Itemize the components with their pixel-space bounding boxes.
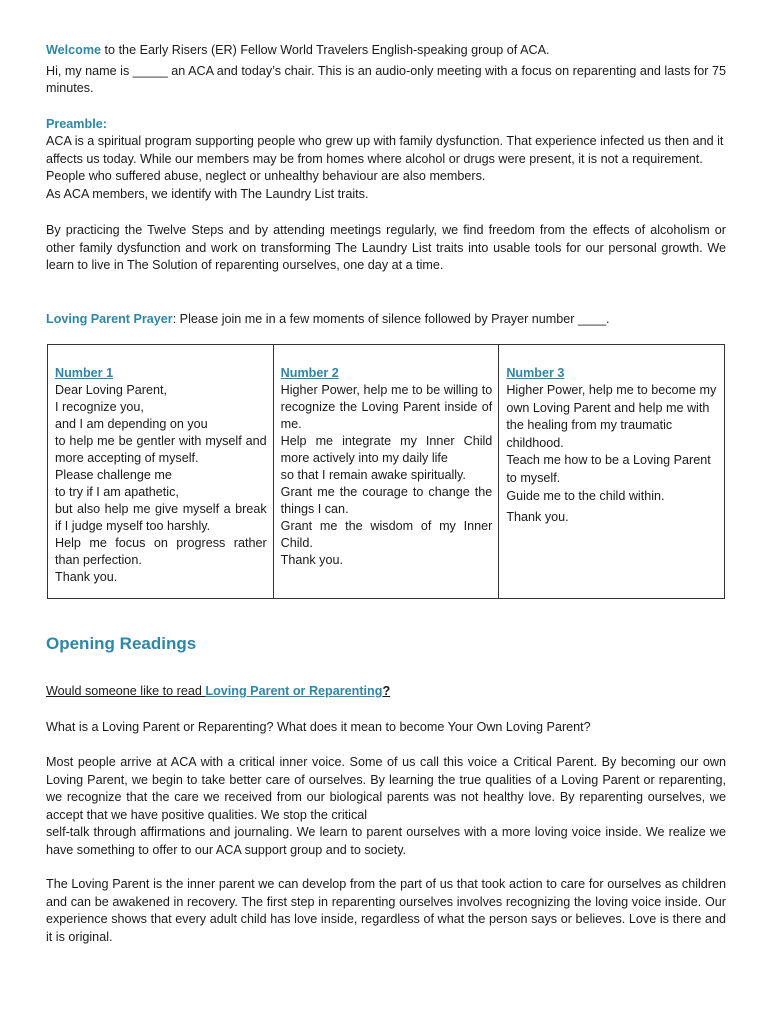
chair-line: Hi, my name is _____ an ACA and today’s chair. This is an audio-only meeting with a focus on reparenting and lasts for 75 minutes. — [46, 63, 726, 95]
welcome-text: to the Early Risers (ER) Fellow World Travelers English-speaking group of ACA. — [101, 43, 550, 57]
preamble-paragraph-1b: As ACA members, we identify with The Laundry List traits. — [46, 186, 369, 201]
reading-paragraph-critical-voice: Most people arrive at ACA with a critical inner voice. Some of us call this voice a Critical Parent. By becoming our own Loving Parent, we begin to take better care of ourselves. By learning the true qualities of a Loving Parent or reparenting, we recognize that the care we received from our biological parents was not healthy love. By reparenting ourselves, we accept that we have positive qualities. We stop the critical — [46, 755, 726, 822]
preamble-paragraph-1: ACA is a spiritual program supporting people who grew up with family dysfunction. That experience infected us then and it affects us today. While our members may be from homes where alcohol or drugs were present, it is not a requirement. People who suffered abuse, neglect or unhealthy behaviour are also members. — [46, 134, 724, 183]
welcome-line — [46, 42, 726, 60]
prayer-1-line: but also help me give myself a break if I judge myself too harshly. — [55, 502, 267, 533]
prayer-1-line: I recognize you, — [55, 400, 144, 414]
prayer-2-text — [281, 382, 493, 569]
document-page — [46, 42, 726, 946]
prayer-1-text — [55, 382, 267, 586]
reading-paragraph-loving-parent: The Loving Parent is the inner parent we can develop from the part of us that took action to care for ourselves as children and can be awakened in recovery. The first step in reparenting ourselves involves recognizing the loving voice inside. Our experience shows that every adult child has love inside, regardless of what the person says or believes. Love is there and it is original. — [46, 877, 726, 944]
prayers-table — [47, 344, 725, 599]
prayer-1-line: to help me be gentler with myself and more accepting of myself. — [55, 434, 267, 465]
loving-parent-prayer-text: : Please join me in a few moments of silence followed by Prayer number ____. — [172, 311, 610, 326]
preamble-heading: Preamble: — [46, 116, 107, 131]
read-question-prefix: Would someone like to read — [46, 684, 206, 698]
prayers-row — [48, 345, 725, 599]
prayer-3-line: Teach me how to be a Loving Parent to myself. — [506, 453, 711, 485]
prayer-cell-3 — [499, 345, 725, 599]
read-question-suffix: ? — [382, 684, 391, 698]
prayer-1-line: Please challenge me — [55, 468, 172, 482]
prayer-3-line: Guide me to the child within. — [506, 488, 665, 503]
welcome-label: Welcome — [46, 43, 102, 57]
loving-parent-reparenting-link[interactable]: Loving Parent or Reparenting — [205, 684, 383, 698]
prayer-1-line: Help me focus on progress rather than perfection. — [55, 536, 267, 567]
prayer-2-line: Help me integrate my Inner Child more actively into my daily life — [280, 434, 493, 465]
read-question — [46, 683, 726, 701]
prayer-2-line: Grant me the courage to change the things I can. — [280, 485, 493, 516]
prayer-2-line: Thank you. — [280, 553, 343, 567]
opening-readings-heading: Opening Readings — [46, 634, 197, 653]
prayer-2-line: Grant me the wisdom of my Inner Child. — [280, 519, 493, 550]
loving-parent-prayer-line — [46, 311, 726, 329]
prayer-1-line: Dear Loving Parent, — [55, 383, 168, 397]
prayer-3-line: Higher Power, help me to become my own Loving Parent and help me with the healing from my traumatic childhood. — [506, 383, 717, 450]
reading-paragraph-self-talk: self-talk through affirmations and journaling. We learn to parent ourselves with a more loving voice inside. We realize we have something to offer to our ACA support group and to society. — [46, 825, 726, 857]
prayer-2-line: Higher Power, help me to be willing to recognize the Loving Parent inside of me. — [280, 383, 493, 431]
prayer-cell-2 — [273, 345, 499, 599]
loving-parent-prayer-label: Loving Parent Prayer — [46, 311, 173, 326]
reparenting-question: What is a Loving Parent or Reparenting? What does it mean to become Your Own Loving Parent? — [46, 719, 591, 734]
prayer-1-title: Number 1 — [55, 366, 114, 380]
prayer-3-title: Number 3 — [506, 366, 565, 380]
prayer-3-text — [506, 382, 718, 527]
prayer-3-line: Thank you. — [506, 510, 569, 525]
prayer-cell-1 — [48, 345, 274, 599]
prayer-2-title: Number 2 — [280, 366, 339, 380]
prayer-1-line: to try if I am apathetic, — [55, 485, 179, 499]
prayer-1-line: and I am depending on you — [55, 417, 208, 431]
prayer-1-line: Thank you. — [55, 570, 118, 584]
prayer-2-line: so that I remain awake spiritually. — [280, 468, 466, 482]
preamble-paragraph-2: By practicing the Twelve Steps and by attending meetings regularly, we find freedom from the effects of alcoholism or other family dysfunction and work on transforming The Laundry List traits into usable tools for our personal growth. We learn to live in The Solution of reparenting ourselves, one day at a time. — [46, 223, 726, 272]
